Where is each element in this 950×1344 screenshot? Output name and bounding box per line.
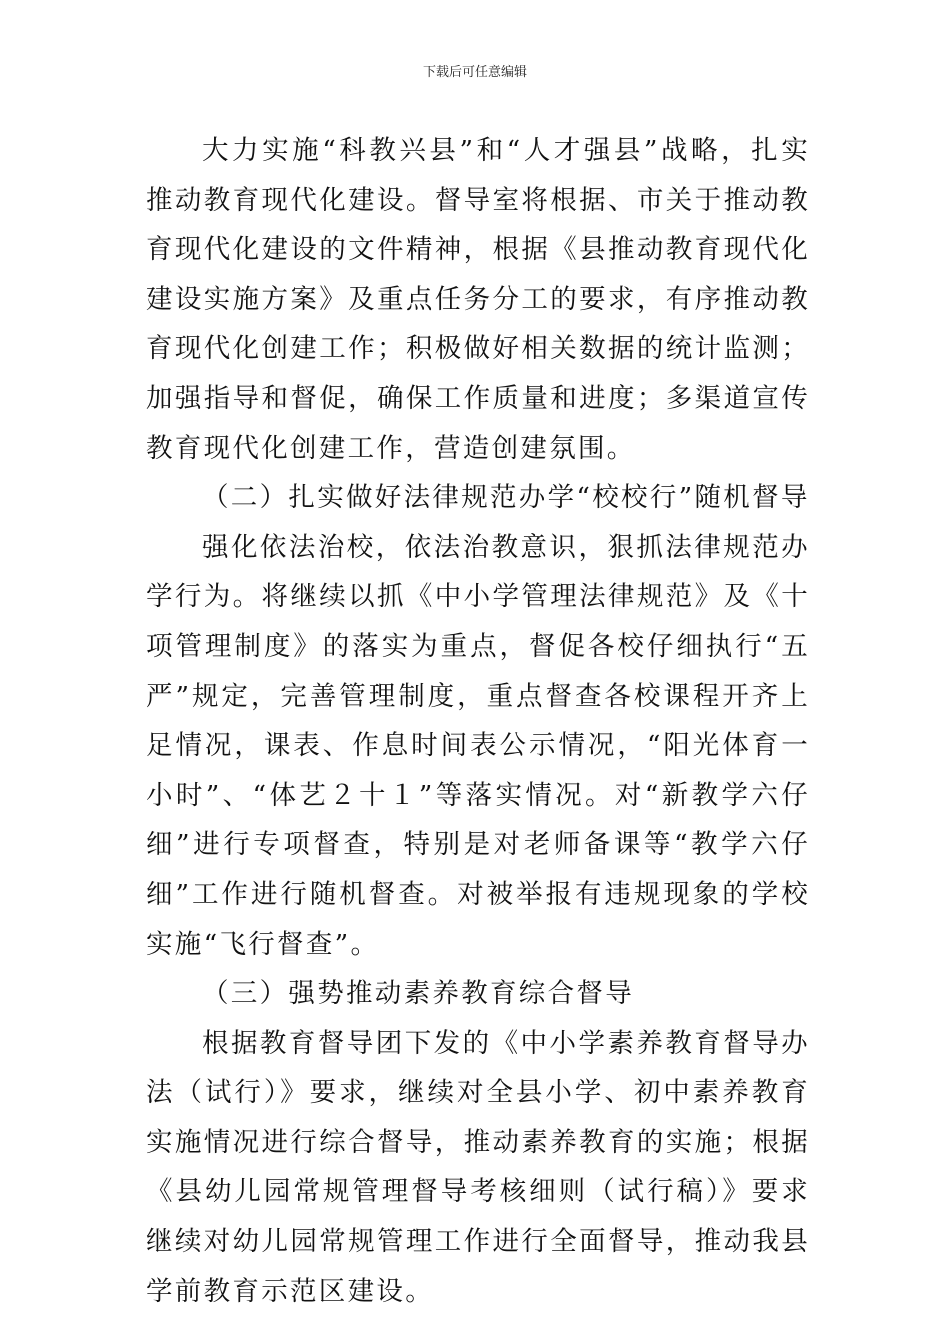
paragraph-quality-education: 根据教育督导团下发的《中小学素养教育督导办法（试行）》要求，继续对全县小学、初中素养教育实施情况进行综合督导，推动素养教育的实施；根据《县幼儿园常规管理督导考核细则（试行稿）》要求继续对幼儿园常规管理工作进行全面督导，推动我县学前教育示范区建设。 xyxy=(146,1027,810,1307)
page-header-note: 下载后可任意编辑 xyxy=(422,65,527,80)
section-heading-2: （二）扎实做好法律规范办学“校校行”随机督导 xyxy=(202,482,810,514)
paragraph-lawful-schooling: 强化依法治校，依法治教意识，狠抓法律规范办学行为。将继续以抓《中小学管理法律规范》及《十项管理制度》的落实为重点，督促各校仔细执行“五严”规定，完善管理制度，重点督查各校课程开齐上足情况，课表、作息时间表公示情况，“阳光体育一小时”、“体艺２十１”等落实情况。对“新教学六仔细”进行专项督查，特别是对老师备课等“教学六仔细”工作进行随机督查。对被举报有违规现象的学校实施“飞行督查”。 xyxy=(146,531,810,960)
section-heading-3: （三）强势推动素养教育综合督导 xyxy=(202,978,634,1010)
document-body xyxy=(146,126,810,1316)
paragraph-modernization: 大力实施“科教兴县”和“人才强县”战略，扎实推动教育现代化建设。督导室将根据、市关于推动教育现代化建设的文件精神，根据《县推动教育现代化建设实施方案》及重点任务分工的要求，有序推动教育现代化创建工作；积极做好相关数据的统计监测；加强指导和督促，确保工作质量和进度；多渠道宣传教育现代化创建工作，营造创建氛围。 xyxy=(146,135,810,464)
